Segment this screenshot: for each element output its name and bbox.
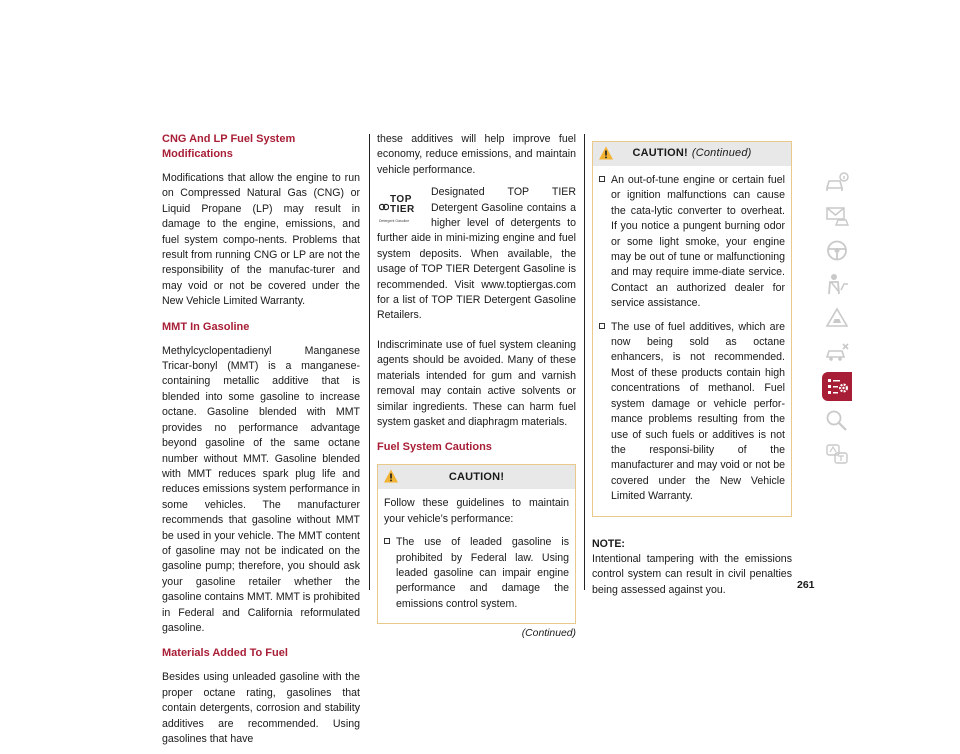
heading-mmt: MMT In Gasoline <box>162 320 250 333</box>
warning-triangle-icon <box>383 468 399 484</box>
caution-title-continued: CAUTION! <box>632 147 688 160</box>
heading-materials: Materials Added To Fuel <box>162 647 288 660</box>
caution-box <box>377 464 576 624</box>
language-icon <box>824 442 850 467</box>
note-text: Intentional tampering with the emissions control system can result in civil penalties being assessed against you. <box>592 552 792 596</box>
column-left <box>162 132 360 754</box>
caution-bullet-text: The use of fuel additives, which are now being sold as octane enhancers, is not recommended. Most of these products contain high concentrations of methanol. Fuel system damage or vehicle perfor-mance problems resulting from the use of such fuels or additives is not the responsi-bility of the manufacturer and may void or not be covered under the New Vehicle Limited Warranty. <box>611 320 785 503</box>
heading-fuel-cautions: Fuel System Cautions <box>377 441 492 454</box>
caution-bullet-text: An out-of-tune engine or certain fuel or ignition malfunctions can cause the cata-lytic converter to overheat. If you notice a pungent burning odor or some light smoke, your engine may be out of tune or malfunctioning and may require imme-diate service. Contact an authorized dealer for service assistance. <box>611 174 785 310</box>
top-tier-logo <box>377 191 423 229</box>
car-info-icon <box>824 170 850 195</box>
caution-bullet <box>599 173 785 312</box>
top-tier-logo-tier: TIER <box>390 204 415 216</box>
tab-warning[interactable] <box>822 304 852 333</box>
top-tier-section <box>377 185 576 331</box>
seatbelt-person-icon <box>824 272 850 297</box>
tab-mail-car[interactable] <box>822 202 852 231</box>
tools-car-icon <box>824 340 850 365</box>
gear-list-icon <box>824 374 850 399</box>
continued-label: (Continued) <box>521 628 576 640</box>
heading-cng-lp: CNG And LP Fuel System Modifications <box>162 133 296 160</box>
chapter-tabs <box>822 168 852 474</box>
column-divider-1 <box>369 134 370 590</box>
tab-language[interactable] <box>822 440 852 469</box>
caution-continued-label: (Continued) <box>691 147 752 160</box>
caution-bullet-text: The use of leaded gasoline is prohibited by Federal law. Using leaded gasoline can impair engine performance and damage the emissions control system. <box>396 536 569 610</box>
caution-title: CAUTION! <box>448 470 505 483</box>
bullet-square-icon <box>599 323 605 329</box>
caution-body <box>378 489 575 623</box>
caution-header-continued <box>593 142 791 166</box>
tab-search[interactable] <box>822 406 852 435</box>
caution-bullet <box>599 320 785 505</box>
top-tier-logo-top: TOP <box>390 194 412 206</box>
tab-tools[interactable] <box>822 338 852 367</box>
steering-wheel-icon <box>824 238 850 263</box>
tab-car-info[interactable] <box>822 168 852 197</box>
top-tier-logo-tagline: Detergent Gasoline <box>379 219 410 224</box>
warning-triangle-icon <box>598 145 614 161</box>
paragraph-mmt: Methylcyclopentadienyl Manganese Tricar-bonyl (MMT) is a manganese-containing metallic additive that is blended into some gasoline to increase octane. Gasoline blended with MMT provides no performance advantage beyond gasoline of the same octane number without MMT. Gasoline blended with MMT reduces spark plug life and reduces emissions system performance in some vehicles. The manufacturer recommends that gasoline without MMT be used in your vehicle. The MMT content of gasoline may not be indicated on the gasoline pump; therefore, you should ask your gasoline retailer whether the gasoline contains MMT. MMT is prohibited in Federal and California reformulated gasoline. <box>162 344 360 634</box>
tab-steering[interactable] <box>822 236 852 265</box>
paragraph-top-tier: Designated TOP TIER Detergent Gasoline contains a higher level of detergents to further aide in mini-mizing engine and fuel system deposits. When available, the usage of TOP TIER Detergent Gasoline is recommended. Visit www.toptiergas.com for a list of TOP TIER Detergent Gasoline Retailers. <box>377 186 576 322</box>
warning-car-icon <box>824 306 850 331</box>
search-icon <box>824 408 850 433</box>
paragraph-additives-continued: these additives will help improve fuel economy, reduce emissions, and maintain vehicle performance. <box>377 133 576 176</box>
caution-intro: Follow these guidelines to maintain your vehicle’s performance: <box>384 497 569 525</box>
caution-bullet <box>384 535 569 612</box>
column-right <box>592 139 792 605</box>
bullet-square-icon <box>599 176 605 182</box>
top-tier-gear-icon <box>379 202 389 212</box>
column-middle <box>377 132 576 642</box>
bullet-square-icon <box>384 538 390 544</box>
page-number: 261 <box>797 579 815 591</box>
caution-box-continued <box>592 141 792 517</box>
note-title: NOTE: <box>592 537 625 550</box>
tab-safety[interactable] <box>822 270 852 299</box>
column-divider-2 <box>584 134 585 590</box>
paragraph-cleaning-agents: Indiscriminate use of fuel system cleaning agents should be avoided. Many of these materials intended for gum and varnish removal may contain active solvents or similar ingredients. These can harm fuel system gasket and diaphragm materials. <box>377 338 576 428</box>
caution-body-continued <box>593 166 791 516</box>
paragraph-cng-lp: Modifications that allow the engine to run on Compressed Natural Gas (CNG) or Liquid Propane (LP) may result in damage to the engine, emissions, and fuel system compo-nents. Problems that result from running CNG or LP are not the responsibility of the manufac-turer and may void or not be covered under the New Vehicle Limited Warranty. <box>162 172 360 308</box>
paragraph-materials: Besides using unleaded gasoline with the proper octane rating, gasolines that contain detergents, corrosion and stability additives are recommended. Using gasolines that have <box>162 671 360 745</box>
caution-header <box>378 465 575 489</box>
tab-technical-specs[interactable] <box>822 372 852 401</box>
mail-car-icon <box>824 204 850 229</box>
